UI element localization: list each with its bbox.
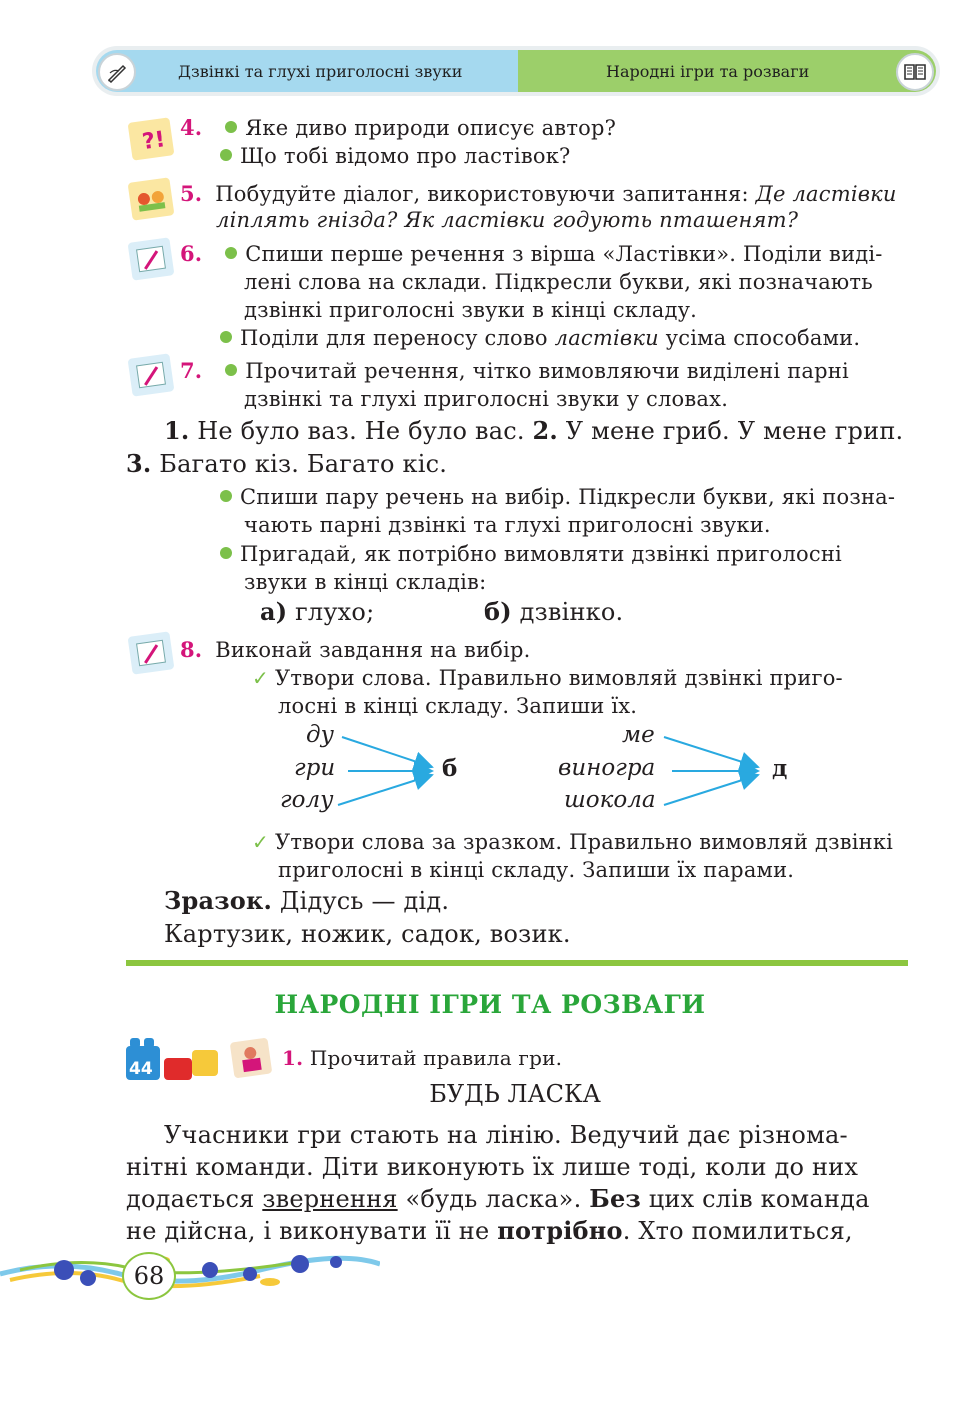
- task6-text4b: усіма способами.: [658, 326, 861, 350]
- arrow-line: [338, 775, 432, 805]
- right-target-letter: д: [772, 755, 788, 782]
- task8-c2-text1: Утвори слова за зразком. Правильно вимовляй дзвінкі: [274, 830, 894, 854]
- task6-line4: [220, 324, 860, 352]
- writing-icon: [128, 631, 175, 674]
- checkmark-icon: ✓: [252, 666, 269, 690]
- underlined-word: звернення: [262, 1185, 398, 1213]
- task5-line1: [180, 180, 897, 208]
- task5-question1: Де ластівки: [755, 182, 897, 206]
- arrows-diagram: [330, 725, 790, 815]
- paragraph-line2: нітні команди. Діти виконують їх лише тоді, коли до них: [126, 1153, 859, 1181]
- pen-icon: [98, 53, 136, 91]
- task6-line3: дзвінкі приголосні звуки в кінці складу.: [244, 298, 698, 322]
- task7-bullet2-line1: [220, 540, 842, 568]
- task8-number: 8.: [180, 637, 203, 662]
- right-word-3: шокола: [564, 787, 656, 813]
- task4-number: 4.: [180, 115, 203, 140]
- bullet-icon: [225, 247, 237, 259]
- page-number: 68: [122, 1252, 176, 1300]
- task7-text1: Прочитай речення, чітко вимовляючи виділені парні: [245, 359, 849, 383]
- paragraph-text: . Хто помилиться,: [622, 1217, 853, 1245]
- task8-c1-text1: Утвори слова. Правильно вимовляй дзвінкі приго-: [274, 666, 843, 690]
- bullet-icon: [220, 149, 232, 161]
- task8-choice1-line1: [252, 664, 843, 692]
- task7-bullet1-line1: [220, 483, 895, 511]
- task6-line2: лені слова на склади. Підкресли букви, які позначають: [244, 270, 873, 294]
- option-text: дзвінко.: [511, 598, 624, 626]
- paragraph-text: цих слів команда: [640, 1185, 870, 1213]
- task7-bullet2-line2: звуки в кінці складів:: [244, 570, 487, 594]
- task7-b2-text1: Пригадай, як потрібно вимовляти дзвінкі приголосні: [240, 542, 842, 566]
- arrow-line: [664, 737, 758, 767]
- left-target-letter: б: [442, 755, 458, 782]
- section-task-number: 1.: [282, 1046, 304, 1070]
- task7-bullet1-line2: чають парні дзвінкі та глухі приголосні звуки.: [244, 513, 771, 537]
- sentence-number: 3.: [126, 449, 152, 478]
- task7-option-a: [260, 597, 374, 627]
- task8-sample: [164, 886, 449, 916]
- sentence-text: Не було ваз. Не було вас.: [189, 417, 533, 445]
- task6-text4a: Поділи для переносу слово: [240, 326, 555, 350]
- task8-text: Виконай завдання на вибір.: [215, 638, 531, 662]
- right-word-1: ме: [622, 722, 655, 748]
- reader-icon: [230, 1038, 273, 1079]
- sentence-number: 2.: [532, 416, 558, 445]
- right-word-2: виногра: [558, 755, 656, 781]
- game-title: БУДЬ ЛАСКА: [429, 1080, 601, 1108]
- dialog-icon: [128, 177, 175, 220]
- task4-text2: Що тобі відомо про ластівок?: [240, 144, 571, 168]
- task7-option-b: [484, 597, 623, 627]
- sentence-text: У мене гриб. У мене грип.: [557, 417, 904, 445]
- bullet-icon: [220, 547, 232, 559]
- lego-blocks-icon: [126, 1036, 222, 1082]
- writing-icon: [128, 353, 175, 396]
- task6-line1: [180, 240, 883, 268]
- task5-text: Побудуйте діалог, використовуючи запитання:: [215, 182, 749, 206]
- task8-words: Картузик, ножик, садок, возик.: [164, 920, 571, 948]
- sample-text: Дідусь — дід.: [272, 887, 450, 915]
- left-word-2: гри: [294, 755, 336, 781]
- writing-icon: [128, 237, 175, 280]
- task6-text4-word: ластівки: [554, 326, 659, 350]
- task7-b1-text1: Спиши пару речень на вибір. Підкресли букви, які позна-: [240, 485, 896, 509]
- bullet-icon: [220, 331, 232, 343]
- arrow-line: [342, 737, 432, 767]
- section-title: НАРОДНІ ІГРИ ТА РОЗВАГИ: [274, 990, 706, 1019]
- sentence-number: 1.: [164, 416, 190, 445]
- bold-word: потрібно: [497, 1216, 623, 1245]
- header-right-title: Народні ігри та розваги: [606, 62, 810, 81]
- task4-line1: [180, 114, 616, 142]
- task6-text1: Спиши перше речення з вірша «Ластівки». Поділи виді-: [245, 242, 883, 266]
- section-divider: [126, 960, 908, 966]
- sample-label: Зразок.: [164, 886, 273, 915]
- task4-line2: [220, 142, 571, 170]
- task7-line2: дзвінкі та глухі приголосні звуки у словах.: [244, 387, 729, 411]
- task4-text1: Яке диво природи описує автор?: [245, 116, 617, 140]
- left-word-3: голу: [280, 787, 334, 813]
- task8-choice2-line1: [252, 828, 893, 856]
- option-text: глухо;: [287, 598, 375, 626]
- task7-number: 7.: [180, 358, 203, 383]
- svg-text:?!: ?!: [140, 127, 167, 156]
- bullet-icon: [225, 121, 237, 133]
- task7-line1: [180, 357, 849, 385]
- task8-line1: [180, 636, 530, 664]
- paragraph-line3: [126, 1184, 870, 1214]
- floral-ornament: [0, 1240, 380, 1310]
- badge-number: 44: [129, 1059, 153, 1079]
- book-icon: [896, 53, 934, 91]
- bold-word: Без: [589, 1184, 641, 1213]
- arrow-line: [664, 775, 758, 805]
- sentence-text: Багато кіз. Багато кіс.: [151, 450, 448, 478]
- task7-sentences2: [126, 449, 447, 479]
- task8-choice1-line2: лосні в кінці складу. Запиши їх.: [278, 694, 638, 718]
- bullet-icon: [220, 490, 232, 502]
- section-task-text: Прочитай правила гри.: [309, 1046, 563, 1070]
- section-task1: [282, 1044, 562, 1072]
- bullet-icon: [225, 364, 237, 376]
- option-label: а): [260, 597, 288, 626]
- task8-choice2-line2: приголосні в кінці складу. Запиши їх парами.: [278, 858, 795, 882]
- header-left-title: Дзвінкі та глухі приголосні звуки: [178, 62, 463, 81]
- question-icon: [128, 117, 175, 160]
- left-word-1: ду: [306, 722, 334, 748]
- option-label: б): [484, 597, 512, 626]
- paragraph-text: не дійсна, і виконувати її не: [126, 1217, 498, 1245]
- task7-sentences1: [164, 416, 903, 446]
- task5-number: 5.: [180, 181, 203, 206]
- paragraph-text: «будь ласка».: [397, 1185, 590, 1213]
- paragraph-line1: Учасники гри стають на лінію. Ведучий дає різнома-: [164, 1121, 848, 1149]
- paragraph-text: додається: [126, 1185, 263, 1213]
- task5-line2: ліплять гнізда? Як ластівки годують пташенят?: [216, 208, 799, 232]
- task6-number: 6.: [180, 241, 203, 266]
- checkmark-icon: ✓: [252, 830, 269, 854]
